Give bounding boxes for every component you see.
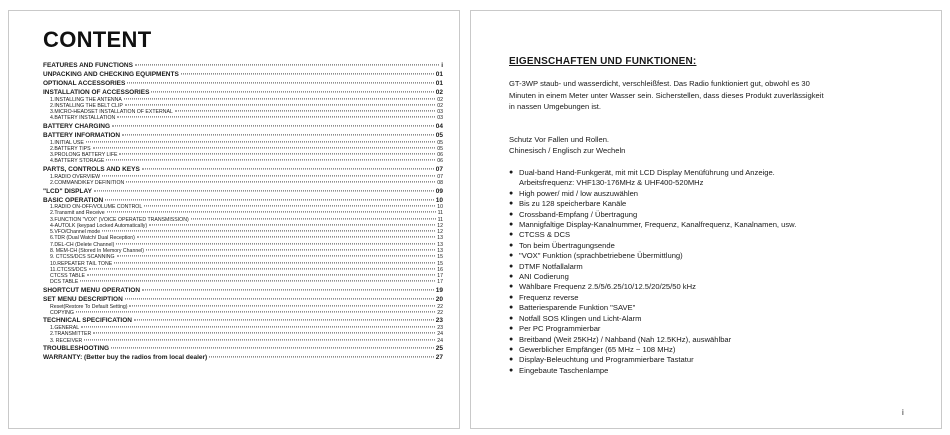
intro-line: Minuten in einem Meter unter Wasser sein. Sicherstellen, dass dieses Produkt zuverlässigkeit	[509, 90, 824, 100]
toc-entry-label: 10.REPEATER TAIL TONE	[50, 260, 113, 267]
feature-item	[509, 168, 929, 178]
toc-page-number: 13	[437, 241, 443, 248]
bullet-icon: ●	[509, 314, 514, 322]
toc-section-row	[43, 198, 443, 205]
feature-text: Crossband-Empfang / Übertragung	[519, 209, 638, 219]
toc-entry-label: 2.COMMAND/KEY DEFINITION	[50, 179, 125, 186]
left-page	[8, 10, 460, 429]
toc-section-row	[43, 318, 443, 325]
toc-leader-dots	[126, 181, 435, 182]
toc-leader-dots	[125, 298, 434, 299]
feature-text: Arbeitsfrequenz: VHF130-176MHz & UHF400-520MHz	[519, 178, 704, 188]
toc-entry-label: BATTERY INFORMATION	[43, 131, 121, 139]
toc-page-number: 20	[435, 295, 443, 303]
toc-page-number: 01	[435, 79, 443, 87]
protection-line: Chinesisch / Englisch zur Wecheln	[509, 146, 626, 156]
toc-leader-dots	[144, 206, 435, 207]
protection-line: Schutz Vor Fallen und Rollen.	[509, 135, 610, 144]
feature-text: ANI Codierung	[519, 272, 569, 282]
feature-item	[509, 335, 929, 345]
bullet-icon: ●	[509, 345, 514, 353]
toc-leader-dots	[86, 141, 435, 142]
toc-page-number: 22	[437, 303, 443, 310]
toc-section-row	[43, 167, 443, 174]
bullet-icon: ●	[509, 356, 514, 364]
toc-entry-label: 2.TRANSMITTER	[50, 331, 92, 338]
toc-entry-label: Reset(Restore To Default Setting)	[50, 303, 128, 310]
toc-page-number: 08	[437, 179, 443, 186]
toc-page-number: 06	[437, 158, 443, 165]
toc-leader-dots	[114, 262, 435, 263]
toc-subsection-row	[43, 115, 443, 121]
feature-text: Batteriesparende Funktion "SAVE"	[519, 303, 636, 313]
feature-text: Eingebaute Taschenlampe	[519, 365, 609, 375]
feature-text: Frequenz reverse	[519, 292, 579, 302]
toc-page-number: 23	[435, 317, 443, 325]
feature-text: Gewerblicher Empfänger (65 MHz ~ 108 MHz)	[519, 344, 676, 354]
toc-page-number: 22	[437, 309, 443, 316]
bullet-icon: ●	[509, 252, 514, 260]
toc-page-number: 10	[435, 196, 443, 204]
toc-leader-dots	[89, 268, 435, 269]
toc-leader-dots	[142, 289, 434, 290]
toc-subsection-row	[43, 310, 443, 316]
feature-text: Per PC Programmierbar	[519, 324, 601, 334]
features-list	[509, 168, 929, 376]
protection-paragraph	[509, 134, 919, 157]
toc-leader-dots	[76, 311, 435, 312]
feature-item	[509, 210, 929, 220]
bullet-icon: ●	[509, 366, 514, 374]
toc-leader-dots	[129, 305, 435, 306]
toc-page-number: 05	[437, 145, 443, 152]
toc-leader-dots	[137, 237, 435, 238]
toc-leader-dots	[135, 64, 439, 65]
toc-page-number: 03	[437, 115, 443, 122]
toc-page-number: 24	[437, 337, 443, 344]
toc-leader-dots	[122, 134, 434, 135]
toc-page-number: 06	[437, 152, 443, 159]
toc-entry-label: 5.VFO/Channel mode	[50, 229, 101, 236]
bullet-icon: ●	[509, 283, 514, 291]
table-of-contents	[43, 63, 443, 362]
feature-text: CTCSS & DCS	[519, 230, 571, 240]
toc-section-row	[43, 90, 443, 97]
toc-leader-dots	[102, 231, 435, 232]
toc-entry-label: BATTERY CHARGING	[43, 123, 111, 130]
toc-leader-dots	[105, 199, 434, 200]
toc-section-row	[43, 288, 443, 295]
toc-page-number: 01	[435, 70, 443, 78]
feature-text: DTMF Notfallalarm	[519, 261, 583, 271]
toc-entry-label: COPYING	[50, 309, 74, 316]
toc-leader-dots	[125, 104, 435, 105]
toc-entry-label: 1.GENERAL	[50, 325, 80, 332]
toc-entry-label: 11.CTCSS/DCS	[50, 266, 87, 273]
toc-leader-dots	[181, 73, 434, 74]
toc-page-number: 25	[435, 345, 443, 353]
feature-text: High power/ mid / low auszuwählen	[519, 188, 639, 198]
toc-leader-dots	[93, 147, 436, 148]
toc-leader-dots	[116, 243, 435, 244]
toc-page-number: 16	[437, 266, 443, 273]
toc-page-number: 03	[437, 109, 443, 116]
toc-entry-label: 1.INITIAL USE	[50, 139, 84, 146]
bullet-icon: ●	[509, 273, 514, 281]
feature-item	[509, 220, 929, 230]
bullet-icon: ●	[509, 293, 514, 301]
toc-page-number: 05	[437, 139, 443, 146]
toc-leader-dots	[146, 249, 435, 250]
toc-entry-label: 3.PROLONG BATTERY LIFE	[50, 152, 118, 159]
bullet-icon: ●	[509, 262, 514, 270]
feature-item	[509, 189, 929, 199]
toc-leader-dots	[111, 348, 434, 349]
feature-item	[509, 282, 929, 292]
toc-page-number: 04	[435, 123, 443, 130]
toc-entry-label: OPTIONAL ACCESSORIES	[43, 79, 126, 87]
page-number: i	[902, 408, 904, 417]
toc-section-row	[43, 72, 443, 79]
toc-page-number: 13	[437, 235, 443, 242]
toc-page-number: 07	[435, 166, 443, 174]
toc-leader-dots	[112, 125, 434, 126]
toc-entry-label: 8. MEM-CH (Stored In Memory Channel)	[50, 247, 144, 254]
toc-leader-dots	[107, 212, 436, 213]
toc-leader-dots	[102, 175, 435, 176]
toc-leader-dots	[93, 333, 435, 334]
bullet-icon: ●	[509, 221, 514, 229]
bullet-icon: ●	[509, 169, 514, 176]
toc-page-number: 23	[437, 325, 443, 332]
toc-entry-label: 2.Transmit and Receive	[50, 210, 105, 217]
feature-text: Wählbare Frequenz 2.5/5/6.25/10/12.5/20/25/50 kHz	[519, 282, 696, 292]
feature-item	[509, 199, 929, 209]
toc-section-row	[43, 81, 443, 88]
bullet-icon: ●	[509, 335, 514, 343]
toc-entry-label: BASIC OPERATION	[43, 196, 104, 204]
toc-page-number: 15	[437, 260, 443, 267]
features-title: EIGENSCHAFTEN UND FUNKTIONEN:	[509, 56, 697, 67]
toc-entry-label: PARTS, CONTROLS AND KEYS	[43, 166, 140, 174]
feature-text: Dual-band Hand-Funkgerät, mit mit LCD Display Menüführung und Anzeige.	[519, 168, 775, 177]
toc-page-number: i	[441, 62, 443, 69]
feature-item	[509, 345, 929, 355]
toc-entry-label: 6.TDR (Dual Watch/ Dual Reception)	[50, 235, 135, 242]
feature-item	[509, 272, 929, 282]
bullet-icon: ●	[509, 200, 514, 208]
toc-section-row	[43, 124, 443, 131]
feature-item	[509, 303, 929, 313]
toc-entry-label: 7.DEL-CH (Delete Channel)	[50, 241, 115, 248]
feature-item	[509, 366, 929, 376]
toc-leader-dots	[94, 190, 434, 191]
toc-page-number: 02	[435, 88, 443, 96]
toc-entry-label: TECHNICAL SPECIFICATION	[43, 317, 132, 325]
toc-entry-label: 4.BATTERY STORAGE	[50, 158, 105, 165]
bullet-icon: ●	[509, 304, 514, 312]
feature-item	[509, 178, 929, 188]
toc-entry-label: 4.BATTERY INSTALLATION	[50, 115, 116, 122]
feature-item	[509, 293, 929, 303]
toc-page-number: 02	[437, 96, 443, 103]
toc-leader-dots	[151, 91, 433, 92]
feature-item	[509, 355, 929, 365]
toc-leader-dots	[106, 160, 435, 161]
toc-entry-label: WARRANTY: (Better buy the radios from local dealer)	[43, 354, 208, 362]
bullet-icon: ●	[509, 189, 514, 197]
bullet-icon: ●	[509, 325, 514, 333]
toc-leader-dots	[209, 357, 434, 358]
toc-entry-label: 1.RADIO ON-OFF/VOLUME CONTROL	[50, 204, 143, 211]
toc-entry-label: 3.FUNCTION "VOX" (VOICE OPERATED TRANSMISSION)	[50, 216, 189, 223]
toc-page-number: 12	[437, 229, 443, 236]
toc-page-number: 27	[435, 354, 443, 362]
feature-text: Breitband (Weit 25KHz) / Nahband (Nah 12.5KHz), auswählbar	[519, 334, 732, 344]
feature-item	[509, 251, 929, 261]
toc-title: CONTENT	[43, 27, 152, 52]
bullet-icon: ●	[509, 231, 514, 239]
toc-leader-dots	[191, 218, 436, 219]
toc-section-row	[43, 133, 443, 140]
toc-page-number: 11	[437, 210, 443, 217]
toc-leader-dots	[124, 98, 435, 99]
toc-entry-label: 2.INSTALLING THE BELT CLIP	[50, 102, 123, 109]
toc-subsection-row	[43, 338, 443, 344]
toc-page-number: 15	[437, 254, 443, 261]
toc-leader-dots	[117, 256, 436, 257]
toc-page-number: 17	[437, 273, 443, 280]
toc-entry-label: 3. RECEIVER	[50, 337, 83, 344]
toc-entry-label: 9. CTCSS/DCS SCANNING	[50, 254, 115, 261]
toc-page-number: 13	[437, 247, 443, 254]
toc-entry-label: 1.INSTALLING THE ANTENNA	[50, 96, 122, 103]
toc-subsection-row	[43, 279, 443, 285]
toc-leader-dots	[119, 154, 435, 155]
toc-leader-dots	[87, 274, 435, 275]
toc-page-number: 02	[437, 102, 443, 109]
toc-entry-label: "LCD" DISPLAY	[43, 187, 92, 195]
toc-entry-label: SHORTCUT MENU OPERATION	[43, 286, 141, 294]
bullet-icon: ●	[509, 241, 514, 249]
toc-section-row	[43, 355, 443, 362]
toc-leader-dots	[117, 117, 435, 118]
toc-subsection-row	[43, 158, 443, 164]
toc-page-number: 12	[437, 222, 443, 229]
toc-leader-dots	[127, 82, 433, 83]
bullet-icon: ●	[509, 210, 514, 218]
toc-page-number: 19	[435, 286, 443, 294]
feature-text: Mannigfaltige Display-Kanalnummer, Frequenz, Kanalfrequenz, Kanalnamen, usw.	[519, 220, 797, 230]
intro-paragraph	[509, 78, 919, 113]
toc-leader-dots	[175, 110, 435, 111]
toc-entry-label: 3.MICRO-HEADSET INSTALLATION OF EXTERNAL	[50, 109, 173, 116]
feature-text: Notfall SOS Klingen und Licht-Alarm	[519, 313, 642, 323]
toc-section-row	[43, 346, 443, 353]
feature-item	[509, 241, 929, 251]
toc-subsection-row	[43, 180, 443, 186]
toc-leader-dots	[80, 281, 435, 282]
feature-item	[509, 324, 929, 334]
intro-line: in nassen Umgebungen ist.	[509, 102, 602, 111]
toc-entry-label: 2.BATTERY TIPS	[50, 145, 91, 152]
toc-page-number: 11	[437, 216, 443, 223]
toc-entry-label: TROUBLESHOOTING	[43, 345, 110, 353]
feature-text: "VOX" Funktion (sprachbetriebene Übermittlung)	[519, 251, 683, 261]
toc-entry-label: DCS TABLE	[50, 279, 79, 286]
toc-section-row	[43, 189, 443, 196]
toc-page-number: 05	[435, 131, 443, 139]
right-page	[470, 10, 942, 429]
toc-entry-label: CTCSS TABLE	[50, 273, 85, 280]
toc-entry-label: SET MENU DESCRIPTION	[43, 295, 123, 303]
toc-page-number: 24	[437, 331, 443, 338]
feature-item	[509, 262, 929, 272]
feature-item	[509, 314, 929, 324]
toc-entry-label: 1.RADIO OVERVIEW	[50, 173, 101, 180]
toc-page-number: 07	[437, 173, 443, 180]
toc-page-number: 09	[435, 187, 443, 195]
toc-page-number: 17	[437, 279, 443, 286]
feature-item	[509, 230, 929, 240]
feature-text: Bis zu 128 speicherbare Kanäle	[519, 199, 627, 209]
toc-section-row	[43, 297, 443, 304]
toc-page-number: 10	[437, 204, 443, 211]
toc-section-row	[43, 63, 443, 70]
toc-entry-label: FEATURES AND FUNCTIONS	[43, 62, 133, 69]
toc-leader-dots	[142, 168, 434, 169]
toc-entry-label: 4-AUTOLK (keypad Locked Automatically)	[50, 222, 148, 229]
toc-leader-dots	[84, 339, 435, 340]
feature-text: Ton beim Übertragungsende	[519, 240, 615, 250]
toc-leader-dots	[81, 326, 435, 327]
intro-line: GT-3WP staub- und wasserdicht, verschleißfest. Das Radio funktioniert gut, obwohl es 30	[509, 79, 810, 88]
toc-leader-dots	[134, 320, 434, 321]
feature-text: Display-Beleuchtung und Programmierbare Tastatur	[519, 355, 694, 365]
toc-entry-label: INSTALLATION OF ACCESSORIES	[43, 88, 150, 96]
toc-entry-label: UNPACKING AND CHECKING EQUIPMENTS	[43, 70, 179, 78]
toc-leader-dots	[149, 224, 435, 225]
